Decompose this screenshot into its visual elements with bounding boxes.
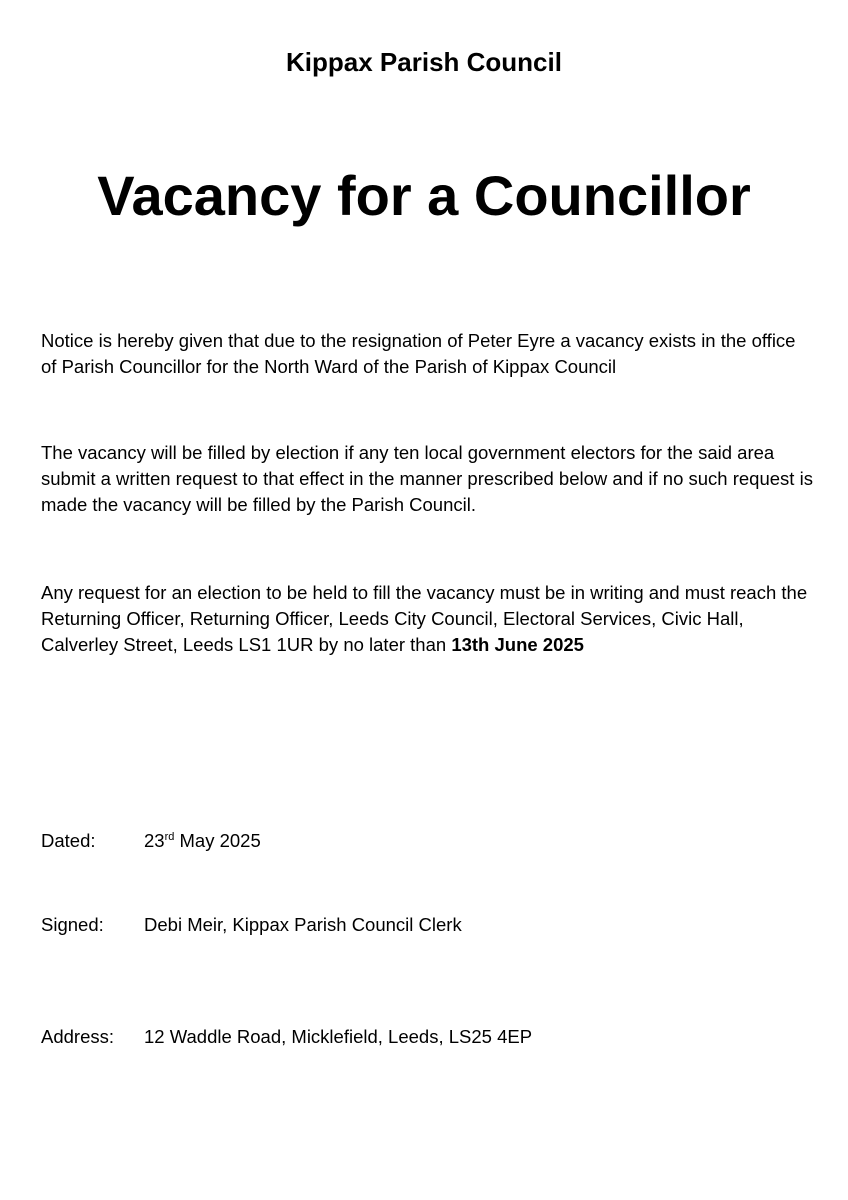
address-value: 12 Waddle Road, Micklefield, Leeds, LS25 4EP <box>144 1026 533 1047</box>
dated-suffix: rd <box>164 830 175 843</box>
address-row <box>41 1024 801 1050</box>
dated-day: 23 <box>144 830 165 851</box>
organisation-name: Kippax Parish Council <box>286 47 562 77</box>
dated-label: Dated: <box>41 830 96 851</box>
dated-month-year: May 2025 <box>174 830 261 851</box>
deadline-date: 13th June 2025 <box>451 634 584 655</box>
signed-label: Signed: <box>41 914 104 935</box>
dated-value <box>144 830 261 851</box>
signed-value: Debi Meir, Kippax Parish Council Clerk <box>144 914 462 935</box>
request-text: Any request for an election to be held to fill the vacancy must be in writing and must reach the Returning Officer, Returning Officer, Leeds City Council, Electoral Services, Civic Hall, Calverley Street, Leeds LS1 1UR by no later than <box>41 582 808 655</box>
request-paragraph <box>41 580 816 658</box>
address-label: Address: <box>41 1026 115 1047</box>
dated-row <box>41 828 801 854</box>
resignation-paragraph: Notice is hereby given that due to the resignation of Peter Eyre a vacancy exists in the office of Parish Councillor for the North Ward of the Parish of Kippax Council <box>41 330 796 377</box>
notice-title: Vacancy for a Councillor <box>97 164 751 227</box>
election-paragraph: The vacancy will be filled by election if any ten local government electors for the said area submit a written request to that effect in the manner prescribed below and if no such request is made the vacancy will be filled by the Parish Council. <box>41 442 813 515</box>
signed-row <box>41 912 801 938</box>
